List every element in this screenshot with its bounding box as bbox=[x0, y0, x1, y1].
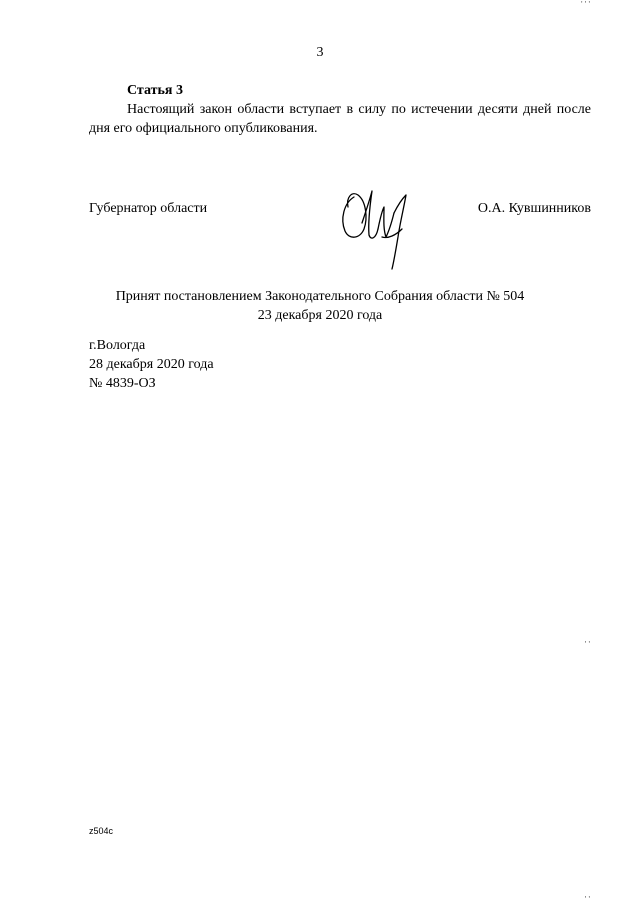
signer-name: О.А. Кувшинников bbox=[477, 201, 591, 216]
adoption-line-1: Принят постановлением Законодательного Собрания области № 504 bbox=[115, 289, 525, 304]
scan-mark-bottom: ' ' bbox=[584, 895, 590, 904]
page-number: 3 bbox=[316, 45, 324, 60]
signer-title: Губернатор области bbox=[89, 201, 208, 216]
article-heading: Статья 3 bbox=[127, 83, 183, 98]
article-text: Настоящий закон области вступает в силу по истечении десяти дней после дня его официального опубликования. bbox=[89, 102, 591, 136]
handwritten-signature bbox=[336, 183, 416, 271]
article-3 bbox=[89, 81, 591, 138]
signing-date: 28 декабря 2020 года bbox=[89, 357, 214, 372]
adoption-line-2: 23 декабря 2020 года bbox=[257, 308, 383, 323]
document-code: z504c bbox=[89, 826, 114, 836]
law-number: № 4839-ОЗ bbox=[89, 376, 156, 391]
scan-mark-top: ' ' ' bbox=[580, 0, 590, 9]
scan-mark-middle: ' ' bbox=[584, 640, 590, 649]
adoption-note bbox=[0, 287, 640, 325]
city: г.Вологда bbox=[89, 338, 146, 353]
place-date-block bbox=[89, 336, 214, 393]
